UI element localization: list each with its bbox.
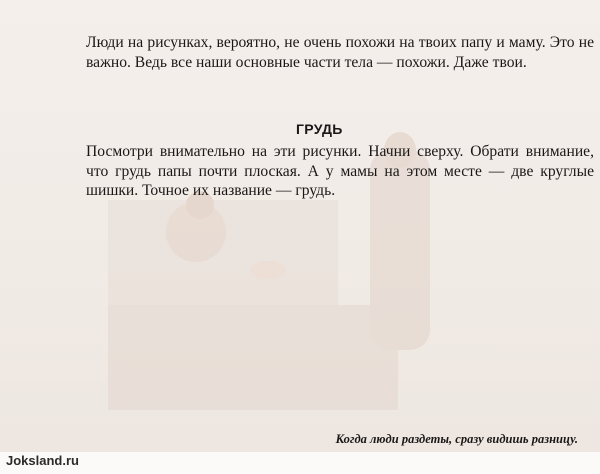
illustration-caption: Когда люди раздеты, сразу видишь разницу. xyxy=(335,432,578,446)
ghost-tub-shape xyxy=(108,200,338,310)
section-heading: ГРУДЬ xyxy=(296,121,343,137)
ghost-base-shape xyxy=(108,305,398,410)
site-watermark: Joksland.ru xyxy=(6,453,79,468)
ghost-object xyxy=(250,261,286,279)
paragraph-intro: Люди на рисунках, вероятно, не очень похожи на твоих папу и маму. Это не важно. Ведь все наши основные части тела — похожи. Даже твои. xyxy=(86,34,594,71)
footer-strip xyxy=(0,452,600,474)
paragraph-chest: Посмотри внимательно на эти рисунки. Начни сверху. Обрати внимание, что грудь папы почти плоская. А у мамы на этом месте — две круглые шишки. Точное их название — грудь. xyxy=(86,143,594,199)
